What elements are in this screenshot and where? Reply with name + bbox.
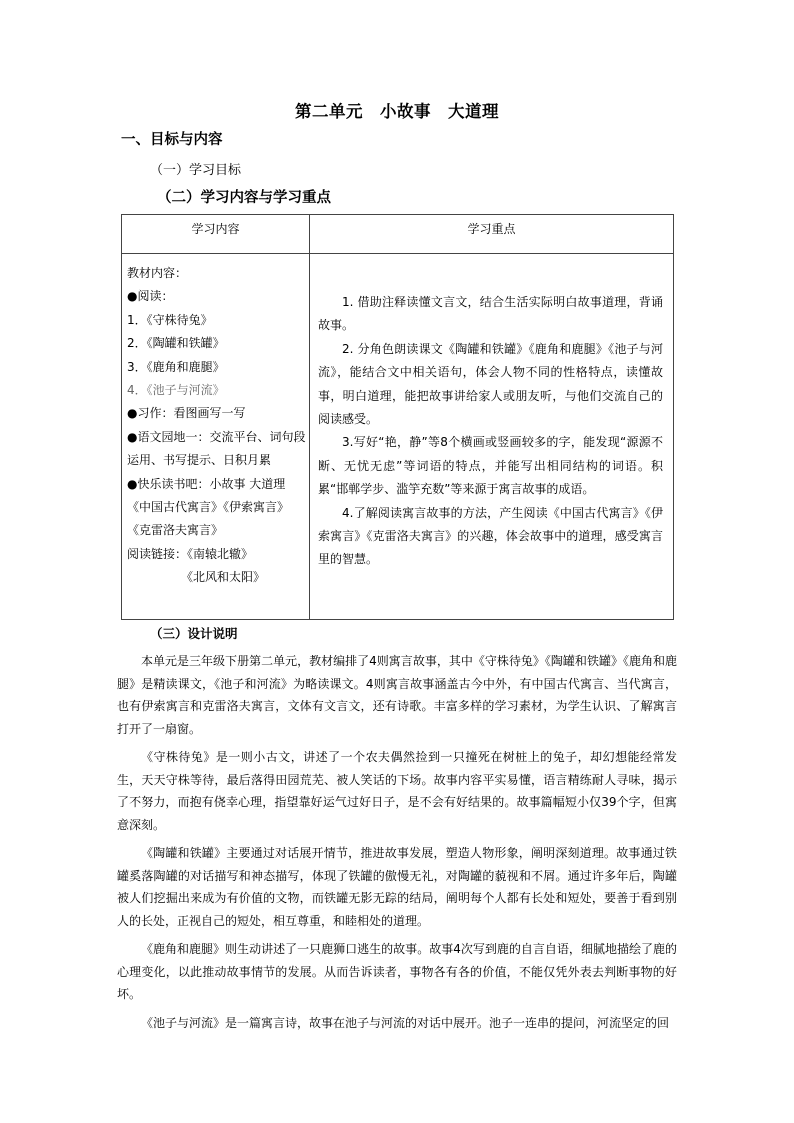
content-focus-table — [121, 214, 674, 620]
content-line: ●习作：看图画写一写 — [127, 406, 246, 421]
content-line: 1．《守株待兔》 — [127, 312, 213, 327]
focus-paragraph: 2. 分角色朗读课文《陶罐和铁罐》《鹿角和鹿腿》《池子与河流》，能结合文中相关语句，体会人物不同的性格特点，读懂故事，明白道理，能把故事讲给家人或朋友听，与他们交流自己的阅读感受。 — [318, 341, 663, 427]
content-line: ●阅读： — [127, 289, 174, 304]
header-learning-focus: 学习重点 — [310, 215, 674, 254]
subsection-heading-learning-goals: （一）学习目标 — [150, 163, 242, 178]
subsection-heading-content-focus: （二）学习内容与学习重点 — [157, 190, 331, 206]
content-line: ●快乐读书吧：小故事 大道理 — [127, 476, 286, 491]
content-line: ●语文园地一：交流平台、词句段 — [127, 429, 306, 444]
focus-paragraph: 3.写好“艳，静”等8个横画或竖画较多的字，能发现“源源不断、无忧无虑”等词语的特点，并能写出相同结构的词语。积累“邯郸学步、滥竽充数”等来源于寓言故事的成语。 — [318, 435, 663, 497]
learning-focus-cell — [310, 254, 674, 620]
design-notes-body — [117, 650, 677, 1034]
learning-content-cell — [122, 254, 310, 620]
table-body-row — [122, 254, 674, 620]
page-title: 第二单元 小故事 大道理 — [295, 102, 499, 121]
content-line: 阅读链接：《南辕北辙》 — [127, 546, 254, 561]
table-header-row — [122, 215, 674, 254]
body-paragraph: 本单元是三年级下册第二单元，教材编排了4则寓言故事，其中《守株待兔》《陶罐和铁罐》《鹿角和鹿腿》是精读课文，《池子和河流》为略读课文。4则寓言故事涵盖古今中外，有中国古代寓言、当代寓言，也有伊索寓言和克雷洛夫寓言，文体有文言文，还有诗歌。丰富多样的学习素材，为学生认识、了解寓言打开了一扇窗。 — [117, 654, 677, 736]
header-learning-content: 学习内容 — [122, 215, 310, 254]
content-line: 《克雷洛夫寓言》 — [127, 523, 224, 538]
section-heading-goals: 一、目标与内容 — [121, 132, 223, 148]
content-line: 3．《鹿角和鹿腿》 — [127, 359, 225, 374]
focus-paragraph: 1. 借助注释读懂文言文，结合生活实际明白故事道理，背诵故事。 — [318, 295, 663, 333]
content-line: 运用、书写提示、日积月累 — [127, 453, 272, 468]
subsection-heading-design-notes: （三）设计说明 — [150, 626, 238, 641]
body-paragraph: 《池子与河流》是一篇寓言诗，故事在池子与河流的对话中展开。池子一连串的提问，河流坚定的回 — [141, 1015, 670, 1030]
focus-paragraph: 4.了解阅读寓言故事的方法，产生阅读《中国古代寓言》《伊索寓言》《克雷洛夫寓言》的兴趣，体会故事中的道理，感受寓言里的智慧。 — [318, 505, 663, 567]
content-line: 4．《池子与河流》 — [127, 383, 225, 398]
content-line: 教材内容： — [127, 266, 188, 280]
content-line: 《中国古代寓言》《伊索寓言》 — [127, 500, 290, 515]
body-paragraph: 《鹿角和鹿腿》则生动讲述了一只鹿狮口逃生的故事。故事4次写到鹿的自言自语，细腻地描绘了鹿的心理变化，以此推动故事情节的发展。从而告诉读者，事物各有各的价值，不能仅凭外表去判断事物的好坏。 — [117, 942, 677, 1001]
body-paragraph: 《陶罐和铁罐》主要通过对话展开情节，推进故事发展，塑造人物形象，阐明深刻道理。故事通过铁罐奚落陶罐的对话描写和神态描写，体现了铁罐的傲慢无礼，对陶罐的藐视和不屑。通过许多年后，陶罐被人们挖掘出来成为有价值的文物，而铁罐无影无踪的结局，阐明每个人都有长处和短处，要善于看到别人的长处，正视自己的短处，相互尊重，和睦相处的道理。 — [117, 846, 677, 928]
body-paragraph: 《守株待兔》是一则小古文，讲述了一个农夫偶然捡到一只撞死在树桩上的兔子，却幻想能经常发生，天天守株等待，最后落得田园荒芜、被人笑话的下场。故事内容平实易懂，语言精练耐人寻味，揭示了不努力，而抱有侥幸心理，指望靠好运气过好日子，是不会有好结果的。故事篇幅短小仅39个字，但寓意深刻。 — [117, 750, 677, 832]
content-line: 2．《陶罐和铁罐》 — [127, 336, 225, 351]
content-line: 《北风和太阳》 — [127, 570, 266, 585]
